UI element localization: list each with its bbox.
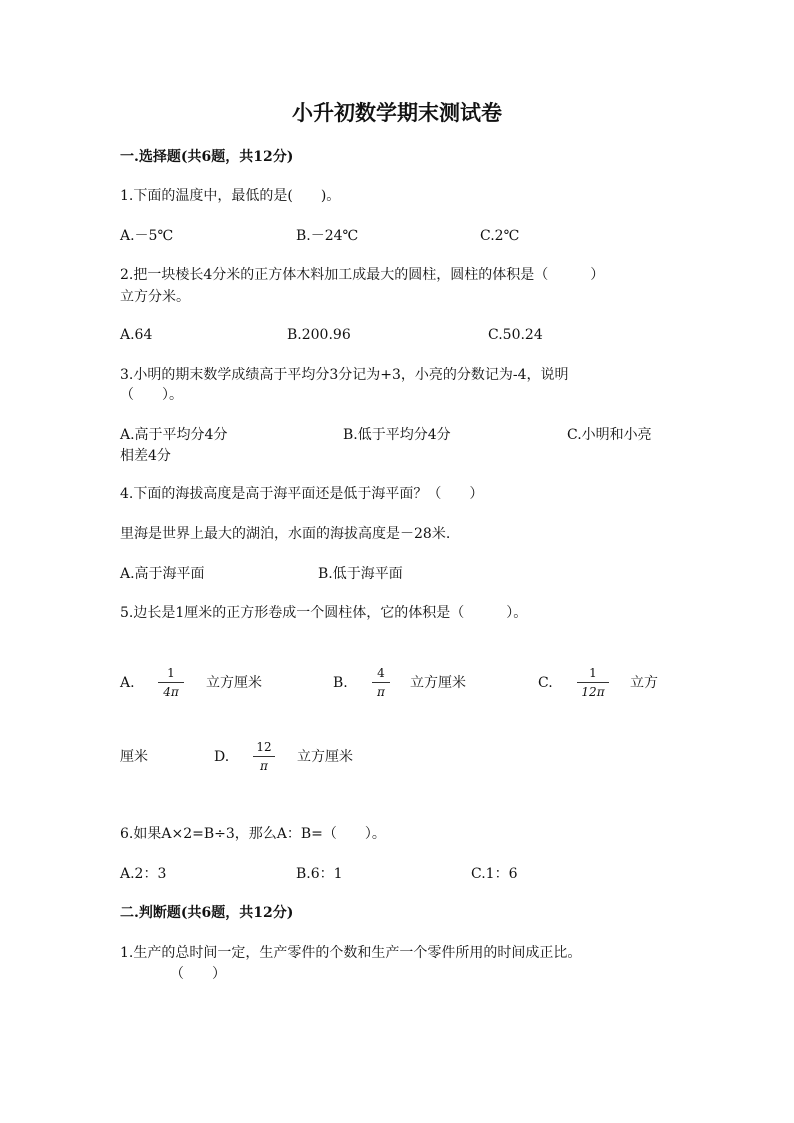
fraction-numerator: 4 (372, 666, 390, 683)
section-heading-choice: 一.选择题(共6题，共12分) (120, 149, 294, 165)
question-2-option-c: C.50.24 (488, 327, 543, 343)
question-3-stem-line2: （ ）。 (120, 387, 183, 403)
question-4-option-b: B.低于海平面 (318, 566, 403, 582)
question-2-option-a: A.64 (120, 327, 153, 343)
question-6-stem: 6.如果A×2=B÷3，那么A：B=（ ）。 (120, 826, 386, 842)
question-5-option-d-fraction (253, 740, 275, 774)
question-5-stem: 5.边长是1厘米的正方形卷成一个圆柱体，它的体积是（ ）。 (120, 605, 528, 621)
fraction-denominator: π (260, 759, 268, 773)
question-2-stem-line2: 立方分米。 (120, 289, 190, 305)
question-5-option-a-unit: 立方厘米 (206, 675, 262, 691)
question-3-option-c: C.小明和小亮 (567, 427, 652, 443)
question-5-option-c-unit-continued: 厘米 (120, 749, 148, 765)
question-3-option-c-continued: 相差4分 (120, 448, 171, 464)
question-5-option-b-unit: 立方厘米 (410, 675, 466, 691)
question-5-option-b-fraction (372, 666, 390, 700)
judgement-1-stem: 1.生产的总时间一定，生产零件的个数和生产一个零件所用的时间成正比。 (120, 945, 582, 961)
question-5-option-c-unit: 立方 (630, 675, 658, 691)
question-5-option-c-label: C. (538, 675, 553, 691)
fraction-numerator: 1 (577, 666, 609, 683)
judgement-1-blank: （ ） (170, 966, 226, 982)
fraction-numerator: 12 (253, 740, 275, 757)
fraction-denominator: 4π (163, 685, 179, 699)
question-5-option-d-unit: 立方厘米 (297, 749, 353, 765)
section-heading-judgement: 二.判断题(共6题，共12分) (120, 905, 294, 921)
question-5-option-b-label: B. (333, 675, 348, 691)
question-1-stem: 1.下面的温度中，最低的是( )。 (120, 188, 341, 204)
question-6-option-c: C.1：6 (471, 866, 518, 882)
fraction-denominator: π (377, 685, 385, 699)
question-3-stem-line1: 3.小明的期末数学成绩高于平均分3分记为+3，小亮的分数记为-4，说明 (120, 367, 569, 383)
question-5-option-a-fraction (158, 666, 184, 700)
question-6-option-b: B.6：1 (296, 866, 343, 882)
question-1-option-b: B.－24℃ (296, 228, 359, 244)
question-1-option-c: C.2℃ (480, 228, 520, 244)
question-3-option-a: A.高于平均分4分 (120, 427, 228, 443)
page-title: 小升初数学期末测试卷 (292, 100, 502, 125)
question-5-option-d-label: D. (214, 749, 230, 765)
question-1-option-a: A.－5℃ (120, 228, 174, 244)
question-3-option-b: B.低于平均分4分 (343, 427, 451, 443)
question-6-option-a: A.2：3 (120, 866, 167, 882)
question-4-option-a: A.高于海平面 (120, 566, 205, 582)
question-2-option-b: B.200.96 (287, 327, 351, 343)
question-5-option-c-fraction (577, 666, 609, 700)
fraction-denominator: 12π (581, 685, 605, 699)
question-5-option-a-label: A. (120, 675, 135, 691)
question-4-context: 里海是世界上最大的湖泊，水面的海拔高度是－28米. (120, 526, 451, 542)
question-2-stem-line1: 2.把一块棱长4分米的正方体木料加工成最大的圆柱，圆柱的体积是（ ） (120, 267, 605, 283)
question-4-stem: 4.下面的海拔高度是高于海平面还是低于海平面？（ ） (120, 486, 484, 502)
fraction-numerator: 1 (158, 666, 184, 683)
